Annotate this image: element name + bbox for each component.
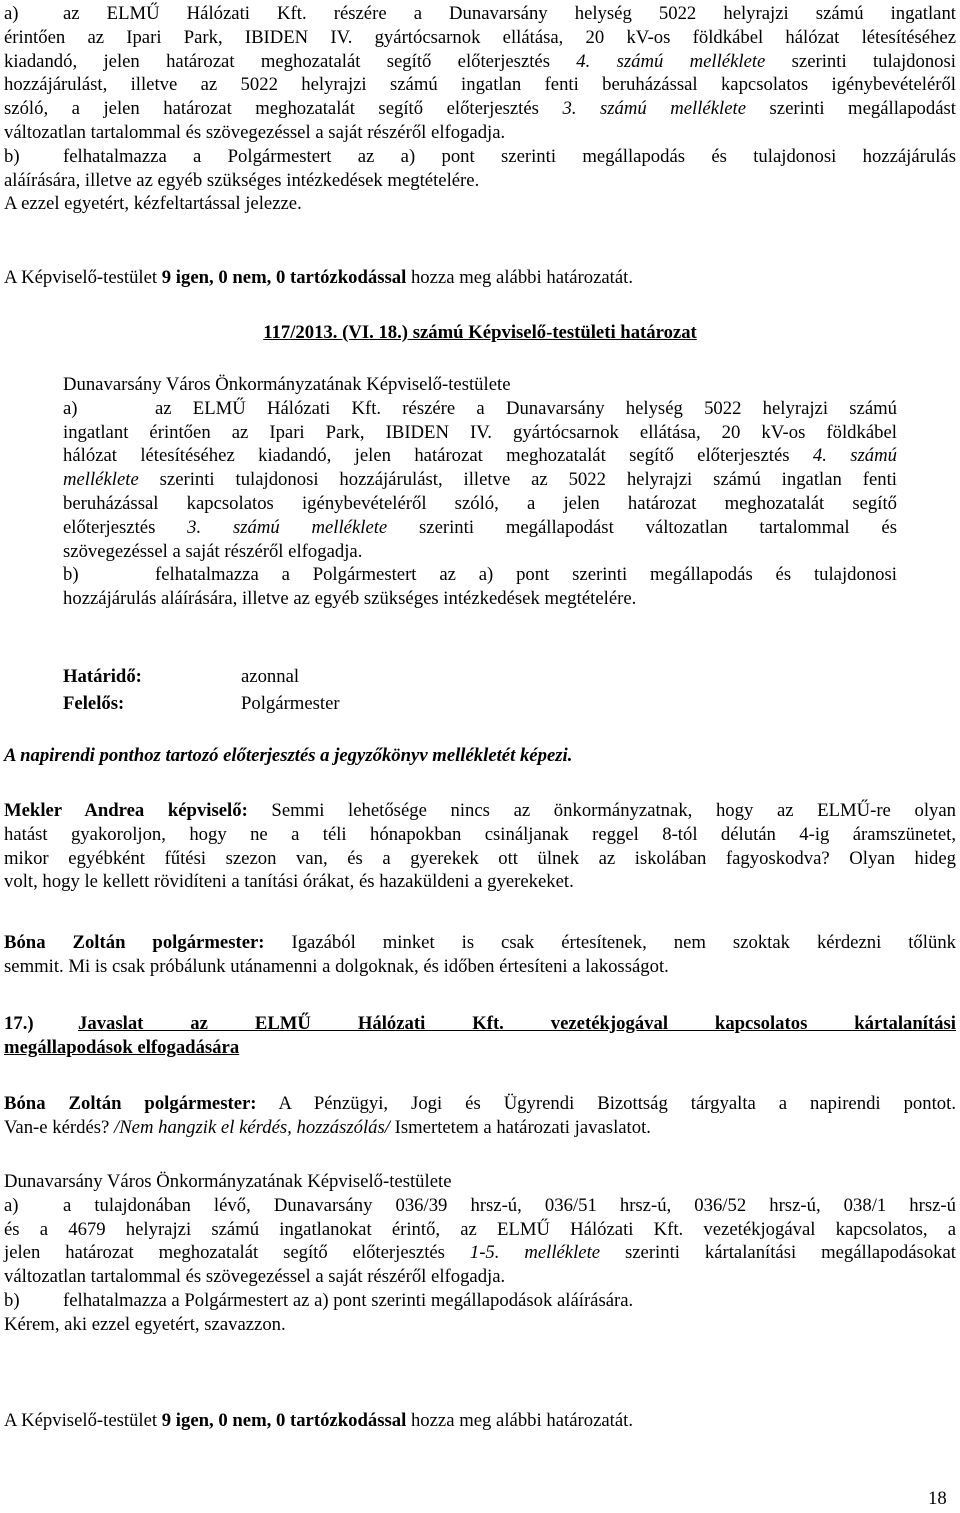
text-line: jelen határozat meghozatalát segítő előterjesztés 1-5. melléklete szerinti kártalanítási megállapodásokat (4, 1242, 956, 1264)
speaker-name: Bóna Zoltán polgármester: (4, 1093, 257, 1114)
speaker-name: Bóna Zoltán polgármester: (4, 932, 265, 953)
responsible-row: Felelős: Polgármester (63, 693, 340, 714)
text-line: ingatlant érintően az Ipari Park, IBIDEN IV. gyártócsarnok ellátása, 20 kV-os földkábel (63, 421, 897, 443)
speech-bona-1: Bóna Zoltán polgármester: Igazából minket is csak értesítenek, nem szoktak kérdezni tőlünk semmit. Mi is csak próbálunk utánamenni a dolgoknak, és időben értesíteni a lakosságot. (4, 932, 957, 977)
text-line: b) felhatalmazza a Polgármestert az a) pont szerinti megállapodás és tulajdonosi hozzájárulás (4, 145, 956, 167)
text-line: változatlan tartalommal és szövegezéssel a saját részéről elfogadja. (4, 1266, 506, 1288)
resolution-2-body (4, 1170, 956, 1337)
text-line: hálózat létesítéséhez kiadandó, jelen határozat meghozatalát segítő előterjesztés 4. számú (63, 445, 897, 467)
text-line: szóló, a jelen határozat meghozatalát segítő előterjesztés 3. számú melléklete szerinti megállapodást (4, 98, 956, 120)
resolution-intro: Dunavarsány Város Önkormányzatának Képviselő-testülete (4, 1171, 452, 1192)
text-line: a) az ELMŰ Hálózati Kft. részére a Dunavarsány helység 5022 helyrajzi számú ingatlant (4, 3, 956, 24)
text-line: a) az ELMŰ Hálózati Kft. részére a Dunavarsány helység 5022 helyrajzi számú (63, 397, 897, 419)
speech-mekler: Mekler Andrea képviselő: Semmi lehetősége nincs az önkormányzatnak, hogy az ELMŰ-re olyan hatást gyakoroljon, hogy ne a téli hónapokban csináljanak reggel 8-tól délután 4-ig áramszünetet, mikor egyébként fűtési szezon van, és a gyerekek ott ülnek az iskolában fagyoskodva? Olyan hideg volt, hogy le kellett rövidíteni a tanítási órákat, és hazaküldeni a gyerekeket. (4, 800, 956, 893)
top-resolution-text (4, 2, 956, 216)
text-line: változatlan tartalommal és szövegezéssel a saját részéről elfogadja. (4, 121, 506, 143)
appendix-note: A napirendi ponthoz tartozó előterjesztés a jegyzőkönyv mellékletét képezi. (4, 745, 573, 766)
text-line: A ezzel egyetért, kézfeltartással jelezze. (4, 193, 302, 215)
vote-result-2: A Képviselő-testület 9 igen, 0 nem, 0 tartózkodással hozza meg alábbi határozatát. (4, 1410, 634, 1431)
text-line: melléklete szerinti tulajdonosi hozzájárulást, illetve az 5022 helyrajzi számú ingatlan fenti (63, 469, 897, 491)
resolution-body (63, 373, 897, 611)
text-line: és a 4679 helyrajzi számú ingatlanokat érintő, az ELMŰ Hálózati Kft. vezetékjogával kapcsolatos, a (4, 1218, 956, 1240)
speech-bona-2: Bóna Zoltán polgármester: A Pénzügyi, Jogi és Ügyrendi Bizottság tárgyalta a napirendi pontot. Van-e kérdés? /Nem hangzik el kérdés, hozzászólás/ Ismertetem a határozati javaslatot. (4, 1093, 956, 1138)
text-line: Kérem, aki ezzel egyetért, szavazzon. (4, 1313, 286, 1335)
text-line: szövegezéssel a saját részéről elfogadja. (63, 540, 363, 562)
deadline-row: Határidő: azonnal (63, 666, 300, 687)
agenda-item-17-heading: 17.) Javaslat az ELMŰ Hálózati Kft. vezetékjogával kapcsolatos kártalanítási megállapodások elfogadására (4, 1013, 956, 1058)
text-line: érintően az Ipari Park, IBIDEN IV. gyártócsarnok ellátása, 20 kV-os földkábel hálózat létesítéséhez (4, 26, 956, 48)
resolution-intro: Dunavarsány Város Önkormányzatának Képviselő-testülete (63, 374, 511, 395)
vote-result: A Képviselő-testület 9 igen, 0 nem, 0 tartózkodással hozza meg alábbi határozatát. (4, 267, 634, 288)
text-line: a) a tulajdonában lévő, Dunavarsány 036/39 hrsz-ú, 036/51 hrsz-ú, 036/52 hrsz-ú, 038/1 hrsz-ú (4, 1194, 956, 1216)
text-line: b) felhatalmazza a Polgármestert az a) pont szerinti megállapodások aláírására. (4, 1289, 634, 1311)
text-line: hozzájárulás aláírására, illetve az egyéb szükséges intézkedések megtételére. (63, 588, 637, 610)
text-line: b) felhatalmazza a Polgármestert az a) pont szerinti megállapodás és tulajdonosi (63, 564, 897, 586)
page-number: 18 (928, 1488, 947, 1509)
speaker-name: Mekler Andrea képviselő: (4, 800, 248, 821)
resolution-title: 117/2013. (VI. 18.) számú Képviselő-testületi határozat (263, 322, 697, 343)
text-line: hozzájárulást, illetve az 5022 helyrajzi számú ingatlan fenti beruházással kapcsolatos igénybevételéről (4, 74, 956, 96)
text-line: kiadandó, jelen határozat meghozatalát segítő előterjesztés 4. számú melléklete szerinti tulajdonosi (4, 50, 956, 72)
text-line: előterjesztés 3. számú melléklete szerinti megállapodást változatlan tartalommal és (63, 516, 897, 538)
text-line: beruházással kapcsolatos igénybevételéről szóló, a jelen határozat meghozatalát segítő (63, 492, 897, 514)
text-line: aláírására, illetve az egyéb szükséges intézkedések megtételére. (4, 169, 480, 191)
